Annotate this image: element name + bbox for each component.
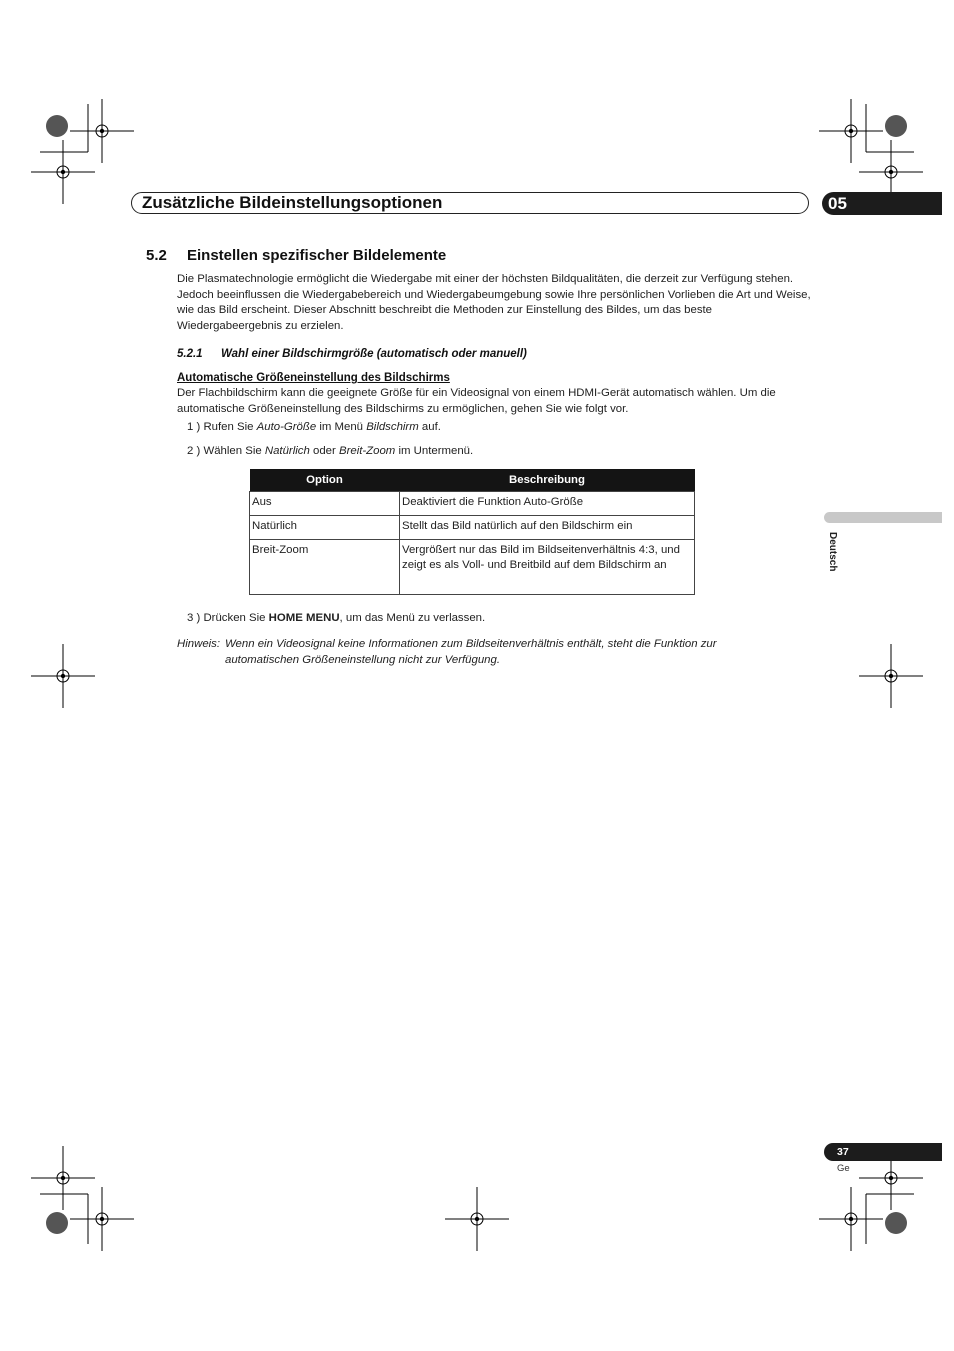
chapter-number: 05 — [822, 192, 942, 215]
table-cell-description: Stellt das Bild natürlich auf den Bildschirm ein — [400, 516, 695, 540]
auto-size-heading: Automatische Größeneinstellung des Bildschirms — [177, 372, 450, 384]
section-title: Einstellen spezifischer Bildelemente — [187, 247, 447, 264]
crop-mark-top-left — [31, 99, 134, 204]
table-cell-option: Aus — [250, 492, 400, 516]
step-1-text-end: auf. — [418, 421, 441, 433]
section-number: 5.2 — [146, 247, 167, 264]
section-intro: Die Plasmatechnologie ermöglicht die Wiedergabe mit einer der höchsten Bildqualitäten, die derzeit zur Verfügung stehen. Jedoch beeinflussen die Wiedergabebereich und Wiedergabeumgebung sowie Ihre persönlichen Vorlieben die Art und Weise, wie das Bild erscheint. Dieser Abschnitt beschreibt die Methoden zur Einstellung des Bildes, um das beste Wiedergabeergebnis zu erzielen. — [177, 273, 811, 332]
step-2-option-b: Breit-Zoom — [338, 445, 396, 457]
subsection-heading — [177, 348, 527, 360]
step-1 — [187, 421, 441, 433]
page-number: 37 — [837, 1146, 849, 1158]
crop-mark-bottom-center — [445, 1187, 509, 1251]
chapter-title: Zusätzliche Bildeinstellungsoptionen — [142, 193, 443, 212]
step-2-option-a: Natürlich — [264, 445, 310, 457]
section-heading — [146, 247, 446, 264]
subsection-number: 5.2.1 — [177, 348, 203, 360]
note-line-1: Wenn ein Videosignal keine Informationen zum Bildseitenverhältnis enthält, steht die Funktion zur — [225, 638, 717, 650]
language-tab — [824, 512, 942, 523]
table-cell-option: Breit-Zoom — [250, 540, 400, 595]
step-3 — [187, 612, 485, 624]
table-header-row — [250, 469, 695, 492]
subsection-title: Wahl einer Bildschirmgröße (automatisch oder manuell) — [221, 348, 527, 360]
step-2-text-mid: oder — [309, 445, 339, 457]
table-row — [250, 492, 695, 516]
note-label: Hinweis: — [177, 638, 221, 650]
step-1-menu-item: Auto-Größe — [256, 421, 317, 433]
step-2-text-end: im Untermenü. — [395, 445, 474, 457]
crop-mark-bottom-right — [819, 1146, 923, 1251]
crop-mark-mid-left — [31, 644, 95, 708]
step-1-text: 1 ) Rufen Sie — [187, 421, 257, 433]
options-table — [249, 469, 695, 595]
crop-mark-mid-right — [859, 644, 923, 708]
table-header-option: Option — [250, 469, 400, 492]
table-row — [250, 540, 695, 595]
crop-mark-bottom-left — [31, 1146, 134, 1251]
table-cell-description: Vergrößert nur das Bild im Bildseitenverhältnis 4:3, und zeigt es als Voll- und Breitbild auf dem Bildschirm an — [400, 540, 695, 595]
table-cell-option: Natürlich — [250, 516, 400, 540]
language-tab-label: Deutsch — [827, 532, 838, 572]
page-language-code: Ge — [837, 1163, 850, 1174]
note — [177, 636, 797, 668]
step-1-text-mid: im Menü — [316, 421, 367, 433]
step-1-menu: Bildschirm — [366, 421, 419, 433]
auto-size-description: Der Flachbildschirm kann die geeignete Größe für ein Videosignal von einem HDMI-Gerät automatisch wählen. Um die automatische Größeneinstellung des Bildschirms zu ermöglichen, gehen Sie wie folgt vor. — [177, 387, 776, 415]
step-3-text: 3 ) Drücken Sie — [187, 612, 269, 624]
step-3-text-end: , um das Menü zu verlassen. — [339, 612, 486, 624]
table-header-description: Beschreibung — [400, 469, 695, 492]
table-cell-description: Deaktiviert die Funktion Auto-Größe — [400, 492, 695, 516]
step-2-text: 2 ) Wählen Sie — [187, 445, 265, 457]
step-2 — [187, 445, 473, 457]
crop-mark-top-right — [819, 99, 923, 204]
step-3-key: HOME MENU — [268, 612, 340, 624]
note-line-2: automatischen Größeneinstellung nicht zur Verfügung. — [225, 654, 501, 666]
table-row — [250, 516, 695, 540]
